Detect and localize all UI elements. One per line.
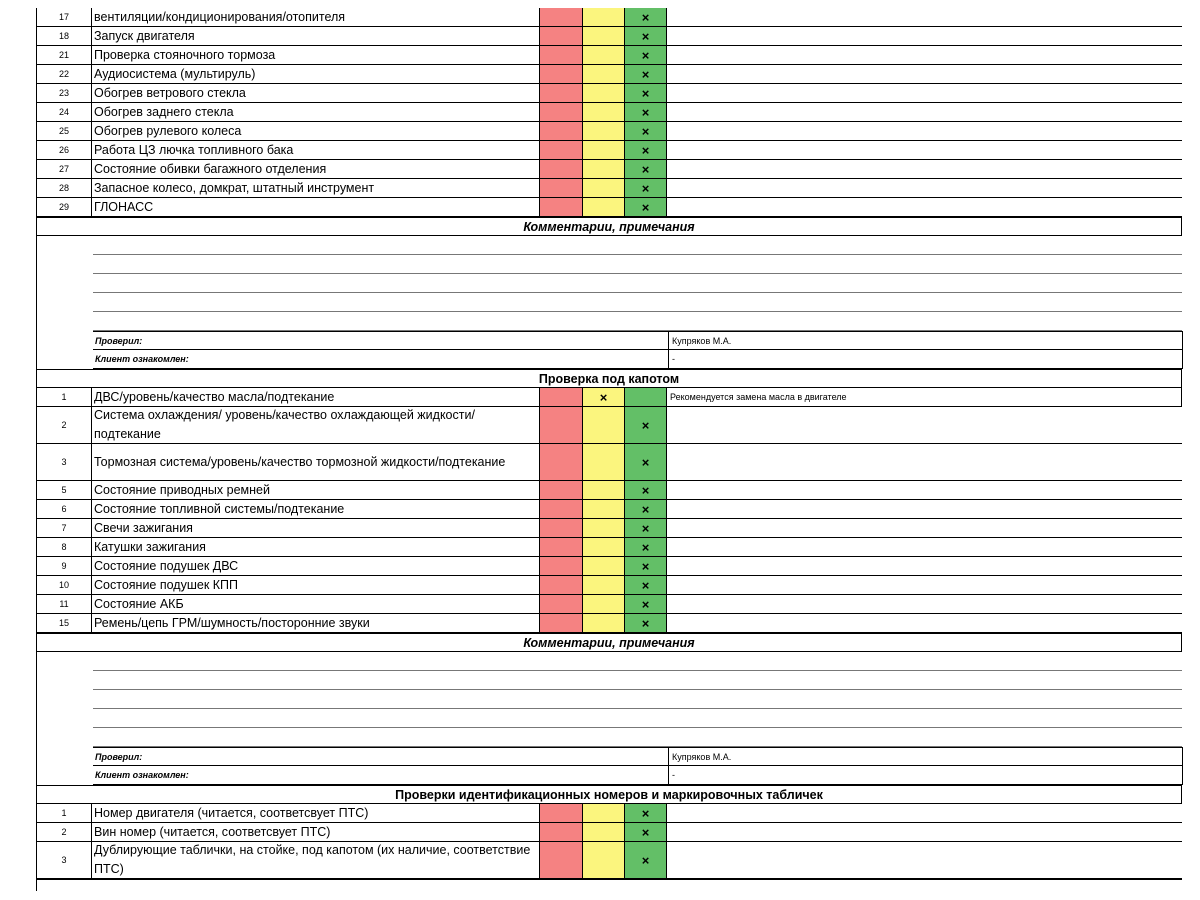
check-mark: × [641, 47, 650, 63]
status-green-cell[interactable] [625, 160, 667, 178]
signature-label: Проверил: [93, 747, 668, 766]
status-green-cell[interactable] [625, 614, 667, 632]
checklist-row [36, 8, 1182, 27]
checklist-row [36, 46, 1182, 65]
status-green-cell[interactable] [625, 444, 667, 480]
row-description: Дублирующие таблички, на стойке, под капотом (их наличие, соответствие ПТС) [92, 842, 540, 878]
status-green-cell[interactable] [625, 519, 667, 537]
status-red-cell[interactable] [540, 160, 583, 178]
status-green-cell[interactable] [625, 823, 667, 841]
row-number: 3 [36, 444, 92, 480]
status-green-cell[interactable] [625, 122, 667, 140]
comment-line[interactable] [36, 728, 1182, 747]
status-red-cell[interactable] [540, 595, 583, 613]
status-yellow-cell[interactable] [583, 804, 625, 822]
checklist-row [36, 823, 1182, 842]
status-green-cell[interactable] [625, 595, 667, 613]
status-red-cell[interactable] [540, 557, 583, 575]
checklist-row [36, 481, 1182, 500]
row-description: Состояние подушек КПП [92, 576, 540, 594]
comment-line[interactable] [36, 690, 1182, 709]
status-green-cell[interactable] [625, 481, 667, 499]
row-number: 15 [36, 614, 92, 632]
status-red-cell[interactable] [540, 804, 583, 822]
row-description: ДВС/уровень/качество масла/подтекание [92, 388, 540, 406]
check-mark: × [641, 805, 650, 821]
checklist-row [36, 804, 1182, 823]
status-red-cell[interactable] [540, 614, 583, 632]
row-number: 26 [36, 141, 92, 159]
row-number: 2 [36, 823, 92, 841]
status-yellow-cell[interactable] [583, 103, 625, 121]
check-mark: × [641, 123, 650, 139]
check-mark: × [641, 85, 650, 101]
row-description: Обогрев рулевого колеса [92, 122, 540, 140]
section-header: Проверки идентификационных номеров и маркировочных табличек [36, 785, 1182, 804]
status-yellow-cell[interactable] [583, 538, 625, 556]
status-yellow-cell[interactable] [583, 519, 625, 537]
checklist-row [36, 27, 1182, 46]
row-description: Состояние подушек ДВС [92, 557, 540, 575]
status-green-cell[interactable] [625, 198, 667, 216]
status-red-cell[interactable] [540, 65, 583, 83]
check-mark: × [641, 577, 650, 593]
checklist-row [36, 160, 1182, 179]
check-mark: × [641, 28, 650, 44]
comment-line[interactable] [36, 671, 1182, 690]
status-red-cell[interactable] [540, 481, 583, 499]
comment-line[interactable] [36, 274, 1182, 293]
row-description: вентиляции/кондиционирования/отопителя [92, 8, 540, 26]
checklist-row [36, 557, 1182, 576]
status-yellow-cell[interactable] [583, 823, 625, 841]
status-red-cell[interactable] [540, 519, 583, 537]
row-description: Состояние топливной системы/подтекание [92, 500, 540, 518]
check-mark: × [599, 389, 608, 405]
row-number: 18 [36, 27, 92, 45]
check-mark: × [641, 161, 650, 177]
signature-label: Клиент ознакомлен: [93, 766, 668, 785]
checklist-row [36, 407, 1182, 444]
row-description: Обогрев заднего стекла [92, 103, 540, 121]
check-mark: × [641, 199, 650, 215]
checked-by-row [36, 331, 1182, 350]
check-mark: × [641, 852, 650, 868]
checklist-row [36, 519, 1182, 538]
row-number: 2 [36, 407, 92, 443]
checklist-row [36, 614, 1182, 633]
row-description: Обогрев ветрового стекла [92, 84, 540, 102]
row-description: Состояние обивки багажного отделения [92, 160, 540, 178]
status-red-cell[interactable] [540, 198, 583, 216]
checklist-row [36, 141, 1182, 160]
signature-label: Проверил: [93, 331, 668, 350]
checklist-row [36, 444, 1182, 481]
row-number: 24 [36, 103, 92, 121]
checklist-row [36, 576, 1182, 595]
check-mark: × [641, 482, 650, 498]
row-number: 22 [36, 65, 92, 83]
status-green-cell[interactable] [625, 538, 667, 556]
status-green-cell[interactable] [625, 46, 667, 64]
comments-header: Комментарии, примечания [36, 633, 1182, 652]
row-description: Запасное колесо, домкрат, штатный инструмент [92, 179, 540, 197]
comment-line[interactable] [36, 293, 1182, 312]
status-red-cell[interactable] [540, 179, 583, 197]
row-description: Работа ЦЗ лючка топливного бака [92, 141, 540, 159]
row-number: 6 [36, 500, 92, 518]
signature-value[interactable]: Купряков М.А. [668, 747, 1183, 766]
comment-line[interactable] [36, 236, 1182, 255]
row-number: 25 [36, 122, 92, 140]
row-description: Состояние приводных ремней [92, 481, 540, 499]
check-mark: × [641, 104, 650, 120]
status-green-cell[interactable] [625, 103, 667, 121]
check-mark: × [641, 501, 650, 517]
status-red-cell[interactable] [540, 444, 583, 480]
status-red-cell[interactable] [540, 8, 583, 26]
row-description: ГЛОНАСС [92, 198, 540, 216]
row-number: 29 [36, 198, 92, 216]
inspection-sheet [36, 8, 1182, 891]
status-yellow-cell[interactable] [583, 842, 625, 878]
status-yellow-cell[interactable] [583, 444, 625, 480]
status-yellow-cell[interactable] [583, 160, 625, 178]
status-red-cell[interactable] [540, 141, 583, 159]
check-mark: × [641, 180, 650, 196]
check-mark: × [641, 417, 650, 433]
check-mark: × [641, 66, 650, 82]
status-green-cell[interactable] [625, 8, 667, 26]
checklist-row [36, 595, 1182, 614]
check-mark: × [641, 454, 650, 470]
status-green-cell[interactable] [625, 141, 667, 159]
status-yellow-cell[interactable] [583, 500, 625, 518]
check-mark: × [641, 596, 650, 612]
status-green-cell[interactable] [625, 500, 667, 518]
row-number: 17 [36, 8, 92, 26]
status-green-cell[interactable] [625, 388, 667, 406]
row-description: Система охлаждения/ уровень/качество охлаждающей жидкости/подтекание [92, 407, 540, 443]
status-red-cell[interactable] [540, 388, 583, 406]
status-yellow-cell[interactable] [583, 179, 625, 197]
checklist-row [36, 122, 1182, 141]
status-yellow-cell[interactable] [583, 65, 625, 83]
comments-header: Комментарии, примечания [36, 217, 1182, 236]
row-description: Свечи зажигания [92, 519, 540, 537]
comment-line[interactable] [36, 255, 1182, 274]
status-green-cell[interactable] [625, 804, 667, 822]
row-number: 5 [36, 481, 92, 499]
row-number: 9 [36, 557, 92, 575]
checklist-row [36, 500, 1182, 519]
sheet-continuation [36, 879, 1182, 891]
section-header: Проверка под капотом [36, 369, 1182, 388]
status-red-cell[interactable] [540, 122, 583, 140]
row-number: 1 [36, 388, 92, 406]
row-number: 8 [36, 538, 92, 556]
status-red-cell[interactable] [540, 538, 583, 556]
status-yellow-cell[interactable] [583, 122, 625, 140]
row-description: Аудиосистема (мультируль) [92, 65, 540, 83]
check-mark: × [641, 9, 650, 25]
check-mark: × [641, 539, 650, 555]
row-number: 10 [36, 576, 92, 594]
row-description: Ремень/цепь ГРМ/шумность/посторонние звуки [92, 614, 540, 632]
row-description: Номер двигателя (читается, соответсвует ПТС) [92, 804, 540, 822]
status-yellow-cell[interactable] [583, 8, 625, 26]
row-number: 1 [36, 804, 92, 822]
status-yellow-cell[interactable] [583, 46, 625, 64]
status-yellow-cell[interactable] [583, 27, 625, 45]
checklist-row [36, 84, 1182, 103]
status-green-cell[interactable] [625, 84, 667, 102]
signature-value[interactable]: - [668, 350, 1183, 369]
check-mark: × [641, 142, 650, 158]
status-yellow-cell[interactable] [583, 595, 625, 613]
status-red-cell[interactable] [540, 103, 583, 121]
checklist-row [36, 103, 1182, 122]
status-yellow-cell[interactable] [583, 141, 625, 159]
signature-value[interactable]: Купряков М.А. [668, 331, 1183, 350]
status-red-cell[interactable] [540, 842, 583, 878]
status-green-cell[interactable] [625, 27, 667, 45]
check-mark: × [641, 615, 650, 631]
comment-line[interactable] [36, 709, 1182, 728]
signature-label: Клиент ознакомлен: [93, 350, 668, 369]
status-green-cell[interactable] [625, 407, 667, 443]
status-yellow-cell[interactable] [583, 198, 625, 216]
status-green-cell[interactable] [625, 65, 667, 83]
check-mark: × [641, 558, 650, 574]
check-mark: × [641, 520, 650, 536]
status-red-cell[interactable] [540, 576, 583, 594]
row-description: Вин номер (читается, соответсвует ПТС) [92, 823, 540, 841]
check-mark: × [641, 824, 650, 840]
checklist-row [36, 538, 1182, 557]
status-red-cell[interactable] [540, 84, 583, 102]
checklist-row [36, 388, 1182, 407]
row-description: Проверка стояночного тормоза [92, 46, 540, 64]
status-yellow-cell[interactable] [583, 84, 625, 102]
checklist-row [36, 65, 1182, 84]
status-yellow-cell[interactable] [583, 481, 625, 499]
status-yellow-cell[interactable] [583, 557, 625, 575]
checklist-row [36, 842, 1182, 879]
status-green-cell[interactable] [625, 557, 667, 575]
status-red-cell[interactable] [540, 407, 583, 443]
status-yellow-cell[interactable] [583, 388, 625, 406]
signature-value[interactable]: - [668, 766, 1183, 785]
row-number: 3 [36, 842, 92, 878]
comment-line[interactable] [36, 652, 1182, 671]
row-number: 21 [36, 46, 92, 64]
status-red-cell[interactable] [540, 27, 583, 45]
row-description: Катушки зажигания [92, 538, 540, 556]
comment-line[interactable] [36, 312, 1182, 331]
row-description: Тормозная система/уровень/качество тормозной жидкости/подтекание [92, 444, 540, 480]
status-red-cell[interactable] [540, 500, 583, 518]
row-number: 27 [36, 160, 92, 178]
row-description: Состояние АКБ [92, 595, 540, 613]
row-number: 23 [36, 84, 92, 102]
status-yellow-cell[interactable] [583, 614, 625, 632]
row-description: Запуск двигателя [92, 27, 540, 45]
checklist-row [36, 179, 1182, 198]
checklist-row [36, 198, 1182, 217]
status-yellow-cell[interactable] [583, 576, 625, 594]
status-green-cell[interactable] [625, 842, 667, 878]
row-number: 7 [36, 519, 92, 537]
client-acknowledged-row [36, 766, 1182, 785]
checked-by-row [36, 747, 1182, 766]
client-acknowledged-row [36, 350, 1182, 369]
status-yellow-cell[interactable] [583, 407, 625, 443]
status-green-cell[interactable] [625, 576, 667, 594]
row-note: Рекомендуется замена масла в двигателе [667, 388, 1182, 406]
status-red-cell[interactable] [540, 46, 583, 64]
row-number: 28 [36, 179, 92, 197]
row-number: 11 [36, 595, 92, 613]
status-red-cell[interactable] [540, 823, 583, 841]
status-green-cell[interactable] [625, 179, 667, 197]
